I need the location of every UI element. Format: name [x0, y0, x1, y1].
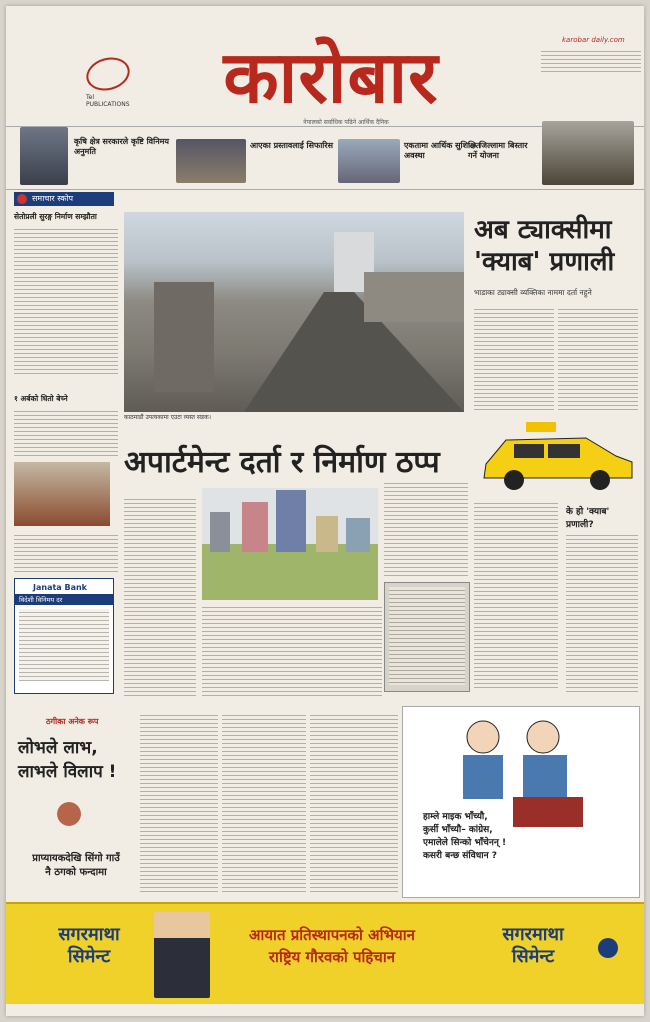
data-table	[384, 582, 470, 692]
bank-table-title: विदेशी विनिमय दर	[15, 594, 113, 605]
teaser-3[interactable]: एकतामा आर्थिक सुशिक्षित अवस्था	[404, 141, 481, 160]
cartoon-panel	[402, 706, 640, 898]
lower-body-3	[310, 712, 398, 892]
cartoon-line4: कसरी बन्छ संविधान ?	[423, 851, 497, 861]
search-icon	[17, 194, 27, 204]
ad-logo-icon	[598, 938, 618, 958]
lower-footer-line2: नै ठगको फन्दामा	[45, 867, 107, 878]
main-body-col-1	[124, 496, 196, 696]
website-url: karobar daily.com	[562, 36, 625, 44]
teaser-bar	[6, 126, 644, 190]
street-photo	[124, 212, 464, 412]
main-body-col-2	[202, 604, 382, 696]
left-headline-1[interactable]: सेतोप्रली सुरङ्ग निर्माण सम्झौता	[14, 212, 97, 221]
bank-rates-box	[14, 578, 114, 694]
lower-headline-line1: लोभले लाभ,	[18, 738, 98, 758]
cartoon-line3: एमालेले सिन्को भाँचेनन् !	[423, 838, 507, 848]
lower-footer	[20, 852, 132, 880]
left-body-3	[14, 532, 118, 572]
right-body-2	[558, 306, 638, 412]
apartment-render	[202, 488, 378, 600]
taxi-image	[476, 420, 636, 494]
right-portrait	[542, 121, 634, 185]
temple-photo	[14, 462, 110, 526]
teaser-2[interactable]: आएका प्रस्तावलाई सिफारिस	[250, 141, 334, 150]
left-body-1	[14, 226, 118, 376]
left-headline-2[interactable]: १ अर्बको धितो बेच्ने	[14, 394, 68, 403]
ad-brand-left-name: सगरमाथा	[58, 924, 120, 945]
masthead-tagline: नेपालको सर्वाधिक पढिने आर्थिक दैनिक	[303, 119, 389, 126]
section-label-text: समाचार स्कोप	[32, 194, 74, 203]
lower-body-2	[222, 712, 306, 892]
left-portrait	[20, 127, 68, 185]
date-box	[536, 48, 641, 74]
publisher-emblem-icon	[83, 53, 134, 95]
ad-person	[154, 912, 210, 998]
ad-slogan-line1: आयात प्रतिस्थापनको अभियान	[249, 926, 415, 944]
cartoon-line2: कुर्सी भाँच्यौ– कांग्रेस,	[423, 825, 493, 835]
lower-headline[interactable]	[18, 736, 128, 784]
bank-rates-table	[19, 609, 109, 681]
right-headline[interactable]: अब ट्याक्सीमा 'क्याब' प्रणाली	[474, 215, 615, 277]
teaser-photo-2	[176, 139, 246, 183]
right-box-head[interactable]: के हो 'क्याब' प्रणाली?	[566, 507, 610, 530]
teaser-4[interactable]: ५० जिल्लामा बिस्तार गर्ने योजना	[468, 141, 528, 160]
right-body-1	[474, 306, 554, 412]
cartoon-speech	[423, 811, 543, 863]
main-headline[interactable]: अपार्टमेन्ट दर्ता र निर्माण ठप्प	[124, 445, 440, 480]
lower-body-1	[140, 712, 218, 892]
teaser-1[interactable]: कृषि क्षेत्र सरकारले कृष्टि विनिमय अनुमति	[74, 137, 170, 156]
publisher-logo	[86, 58, 136, 108]
masthead-title: कारोबार	[223, 34, 439, 119]
bank-name: Janata Bank	[33, 583, 87, 592]
ad-brand-right-name: सगरमाथा	[502, 924, 564, 945]
ad-brand-right-sub: सिमेन्ट	[511, 946, 555, 967]
teaser-photo-3	[338, 139, 400, 183]
right-subhead: भाडाका ट्याक्सी व्यक्तिका नाममा दर्ता नहुने	[474, 288, 592, 297]
cartoon-line1: हाम्ले माइक भाँच्यौ,	[423, 812, 488, 822]
lower-headline-line2: लाभले विलाप !	[18, 762, 117, 782]
thief-illustration	[44, 794, 94, 844]
ad-brand-left	[34, 924, 144, 968]
lower-footer-line1: प्राप्यायकदेखि सिंगो गाउँ	[32, 853, 120, 864]
main-body-col-3	[384, 480, 468, 576]
ad-brand-left-sub: सिमेन्ट	[67, 946, 111, 967]
lower-kicker: ठगीका अनेक रूप	[46, 717, 99, 726]
section-label	[14, 192, 114, 206]
right-body-3	[474, 500, 558, 690]
right-box-body	[566, 532, 638, 692]
publisher-name: Tel PUBLICATIONS	[86, 94, 130, 108]
left-body-2	[14, 408, 118, 458]
ad-slogan-line2: राष्ट्रिय गौरवको पहिचान	[268, 948, 396, 966]
ad-brand-right	[478, 924, 588, 968]
newspaper-page	[6, 6, 644, 1016]
ad-slogan	[212, 924, 452, 968]
main-photo-caption: काठमाडौं उपत्यकामा एउटा व्यस्त सडक।	[124, 414, 212, 421]
